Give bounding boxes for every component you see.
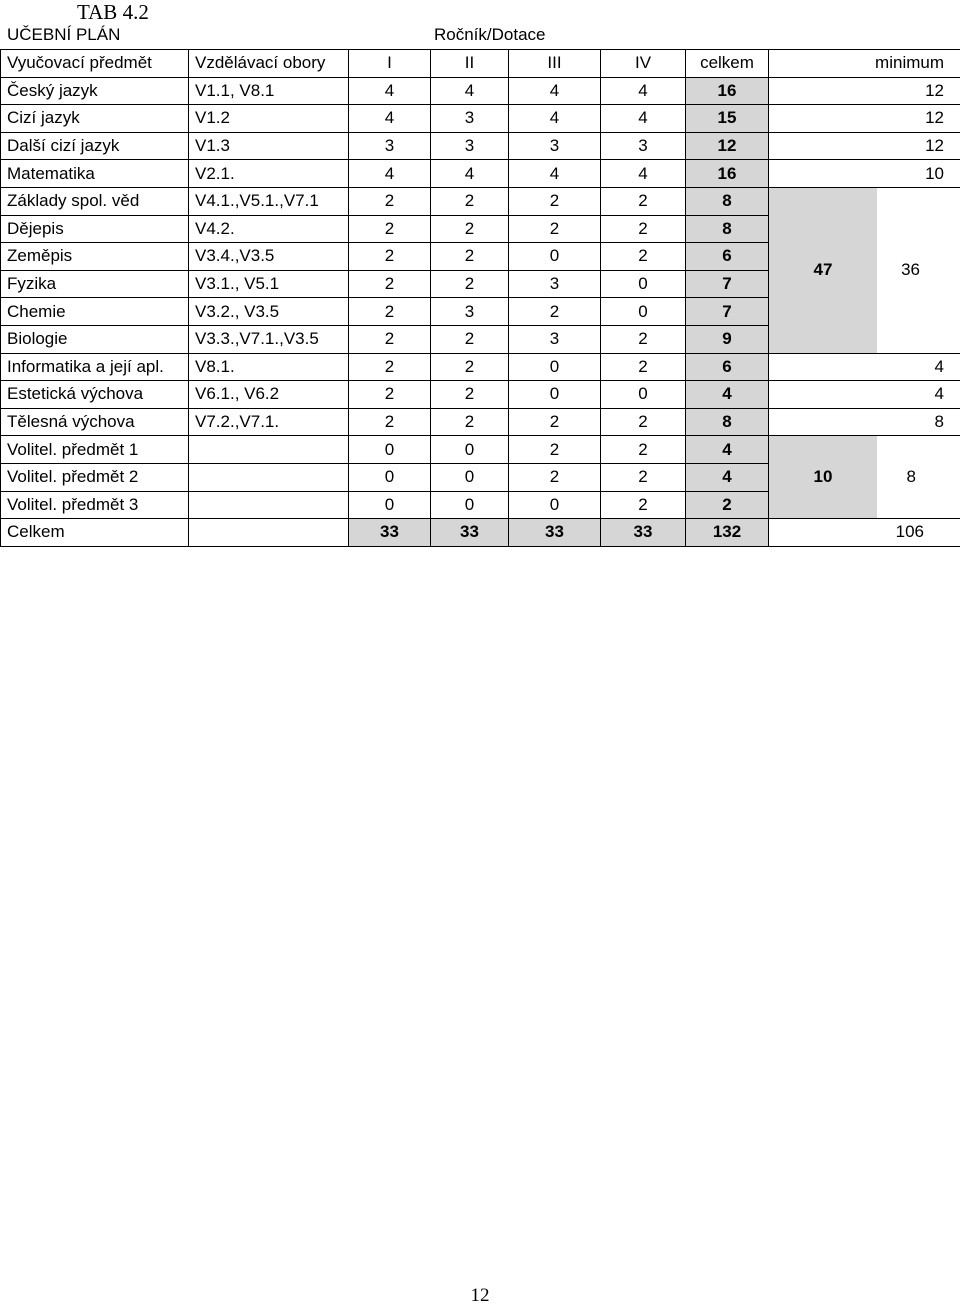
total-cell: 15	[686, 105, 769, 133]
year-1-cell: 0	[349, 491, 431, 519]
year-1-cell: 3	[349, 132, 431, 160]
year-4-cell: 3	[601, 132, 686, 160]
year-2-cell: 0	[431, 491, 509, 519]
column-header-minimum: minimum	[769, 50, 960, 78]
year-4-cell: 2	[601, 491, 686, 519]
plan-title: UČEBNÍ PLÁN	[7, 25, 120, 45]
subject-cell: Chemie	[1, 298, 189, 326]
minimum-total: 106	[769, 519, 960, 547]
subject-cell: Cizí jazyk	[1, 105, 189, 133]
column-header-year-4: IV	[601, 50, 686, 78]
table-row	[1, 187, 960, 215]
total-label: Celkem	[1, 519, 189, 547]
total-row	[1, 519, 960, 547]
year-2-cell: 4	[431, 77, 509, 105]
year-allocation-heading: Ročník/Dotace	[434, 25, 546, 45]
total-cell: 7	[686, 270, 769, 298]
year-3-cell: 3	[509, 132, 601, 160]
year-1-cell: 2	[349, 408, 431, 436]
year-3-cell: 3	[509, 325, 601, 353]
total-cell: 8	[686, 408, 769, 436]
subject-cell: Volitel. předmět 2	[1, 463, 189, 491]
elective-group-cell	[769, 436, 960, 519]
fields-cell: V2.1.	[189, 160, 349, 188]
table-row	[1, 381, 960, 409]
column-header-year-2: II	[431, 50, 509, 78]
year-2-cell: 3	[431, 105, 509, 133]
subject-cell: Estetická výchova	[1, 381, 189, 409]
year-3-cell: 0	[509, 353, 601, 381]
page-number: 12	[0, 1285, 960, 1307]
year-2-cell: 2	[431, 243, 509, 271]
year-4-total: 33	[601, 519, 686, 547]
table-row	[1, 160, 960, 188]
year-3-cell: 4	[509, 105, 601, 133]
year-1-cell: 2	[349, 353, 431, 381]
year-3-cell: 0	[509, 243, 601, 271]
science-group-minimum: 36	[877, 257, 960, 283]
year-2-cell: 0	[431, 463, 509, 491]
grand-total: 132	[686, 519, 769, 547]
year-1-cell: 4	[349, 77, 431, 105]
year-4-cell: 0	[601, 381, 686, 409]
subject-cell: Další cizí jazyk	[1, 132, 189, 160]
table-row	[1, 77, 960, 105]
year-1-cell: 2	[349, 381, 431, 409]
table-row	[1, 436, 960, 464]
subject-cell: Český jazyk	[1, 77, 189, 105]
year-2-cell: 3	[431, 298, 509, 326]
table-row	[1, 408, 960, 436]
year-2-cell: 2	[431, 270, 509, 298]
year-1-cell: 2	[349, 298, 431, 326]
table-row	[1, 353, 960, 381]
year-3-cell: 2	[509, 298, 601, 326]
column-header-year-3: III	[509, 50, 601, 78]
total-cell: 6	[686, 243, 769, 271]
fields-cell	[189, 491, 349, 519]
year-3-cell: 3	[509, 270, 601, 298]
year-3-cell: 2	[509, 463, 601, 491]
year-1-cell: 2	[349, 215, 431, 243]
year-2-total: 33	[431, 519, 509, 547]
year-2-cell: 2	[431, 353, 509, 381]
year-3-cell: 4	[509, 160, 601, 188]
total-cell: 6	[686, 353, 769, 381]
year-3-cell: 2	[509, 408, 601, 436]
total-cell: 8	[686, 187, 769, 215]
subject-cell: Zeměpis	[1, 243, 189, 271]
year-2-cell: 2	[431, 215, 509, 243]
year-1-cell: 0	[349, 436, 431, 464]
year-4-cell: 2	[601, 243, 686, 271]
year-2-cell: 2	[431, 381, 509, 409]
science-group-cell	[769, 187, 960, 353]
year-3-cell: 2	[509, 215, 601, 243]
year-4-cell: 2	[601, 325, 686, 353]
minimum-cell: 8	[769, 408, 960, 436]
science-group-sum: 47	[769, 188, 877, 353]
year-4-cell: 2	[601, 215, 686, 243]
year-1-total: 33	[349, 519, 431, 547]
subject-cell: Volitel. předmět 1	[1, 436, 189, 464]
total-cell: 4	[686, 463, 769, 491]
year-4-cell: 2	[601, 463, 686, 491]
elective-group-minimum: 8	[877, 464, 960, 490]
minimum-cell: 12	[769, 77, 960, 105]
year-3-total: 33	[509, 519, 601, 547]
year-2-cell: 0	[431, 436, 509, 464]
fields-cell: V3.3.,V7.1.,V3.5	[189, 325, 349, 353]
year-4-cell: 0	[601, 270, 686, 298]
fields-cell: V8.1.	[189, 353, 349, 381]
total-cell: 7	[686, 298, 769, 326]
year-2-cell: 2	[431, 187, 509, 215]
minimum-cell: 12	[769, 105, 960, 133]
table-row	[1, 132, 960, 160]
year-3-cell: 0	[509, 491, 601, 519]
fields-cell	[189, 519, 349, 547]
elective-group-sum: 10	[769, 436, 877, 518]
column-header-year-1: I	[349, 50, 431, 78]
total-cell: 16	[686, 160, 769, 188]
total-cell: 2	[686, 491, 769, 519]
year-1-cell: 2	[349, 243, 431, 271]
minimum-cell: 4	[769, 353, 960, 381]
subject-cell: Biologie	[1, 325, 189, 353]
year-2-cell: 2	[431, 325, 509, 353]
fields-cell: V1.1, V8.1	[189, 77, 349, 105]
year-4-cell: 2	[601, 353, 686, 381]
total-cell: 8	[686, 215, 769, 243]
fields-cell: V1.2	[189, 105, 349, 133]
column-header-total: celkem	[686, 50, 769, 78]
year-3-cell: 2	[509, 436, 601, 464]
fields-cell: V3.4.,V3.5	[189, 243, 349, 271]
year-1-cell: 4	[349, 160, 431, 188]
subject-cell: Dějepis	[1, 215, 189, 243]
table-header-row	[1, 50, 960, 78]
year-2-cell: 2	[431, 408, 509, 436]
total-cell: 4	[686, 436, 769, 464]
fields-cell: V7.2.,V7.1.	[189, 408, 349, 436]
year-3-cell: 2	[509, 187, 601, 215]
fields-cell: V4.2.	[189, 215, 349, 243]
subject-cell: Fyzika	[1, 270, 189, 298]
year-1-cell: 4	[349, 105, 431, 133]
year-1-cell: 2	[349, 187, 431, 215]
subject-cell: Tělesná výchova	[1, 408, 189, 436]
total-cell: 12	[686, 132, 769, 160]
subject-cell: Základy spol. věd	[1, 187, 189, 215]
year-2-cell: 4	[431, 160, 509, 188]
year-4-cell: 4	[601, 105, 686, 133]
year-4-cell: 4	[601, 77, 686, 105]
minimum-cell: 10	[769, 160, 960, 188]
year-4-cell: 2	[601, 436, 686, 464]
fields-cell	[189, 463, 349, 491]
table-number: TAB 4.2	[77, 0, 149, 25]
year-4-cell: 4	[601, 160, 686, 188]
column-header-fields: Vzdělávací obory	[189, 50, 349, 78]
total-cell: 9	[686, 325, 769, 353]
year-2-cell: 3	[431, 132, 509, 160]
fields-cell	[189, 436, 349, 464]
year-4-cell: 2	[601, 187, 686, 215]
year-4-cell: 0	[601, 298, 686, 326]
fields-cell: V1.3	[189, 132, 349, 160]
total-cell: 16	[686, 77, 769, 105]
curriculum-table	[0, 49, 960, 547]
fields-cell: V3.1., V5.1	[189, 270, 349, 298]
fields-cell: V3.2., V3.5	[189, 298, 349, 326]
table-row	[1, 105, 960, 133]
subject-cell: Volitel. předmět 3	[1, 491, 189, 519]
year-1-cell: 0	[349, 463, 431, 491]
total-cell: 4	[686, 381, 769, 409]
year-3-cell: 0	[509, 381, 601, 409]
year-3-cell: 4	[509, 77, 601, 105]
fields-cell: V4.1.,V5.1.,V7.1	[189, 187, 349, 215]
year-1-cell: 2	[349, 270, 431, 298]
year-1-cell: 2	[349, 325, 431, 353]
column-header-subject: Vyučovací předmět	[1, 50, 189, 78]
subject-cell: Informatika a její apl.	[1, 353, 189, 381]
minimum-cell: 12	[769, 132, 960, 160]
subject-cell: Matematika	[1, 160, 189, 188]
minimum-cell: 4	[769, 381, 960, 409]
fields-cell: V6.1., V6.2	[189, 381, 349, 409]
year-4-cell: 2	[601, 408, 686, 436]
